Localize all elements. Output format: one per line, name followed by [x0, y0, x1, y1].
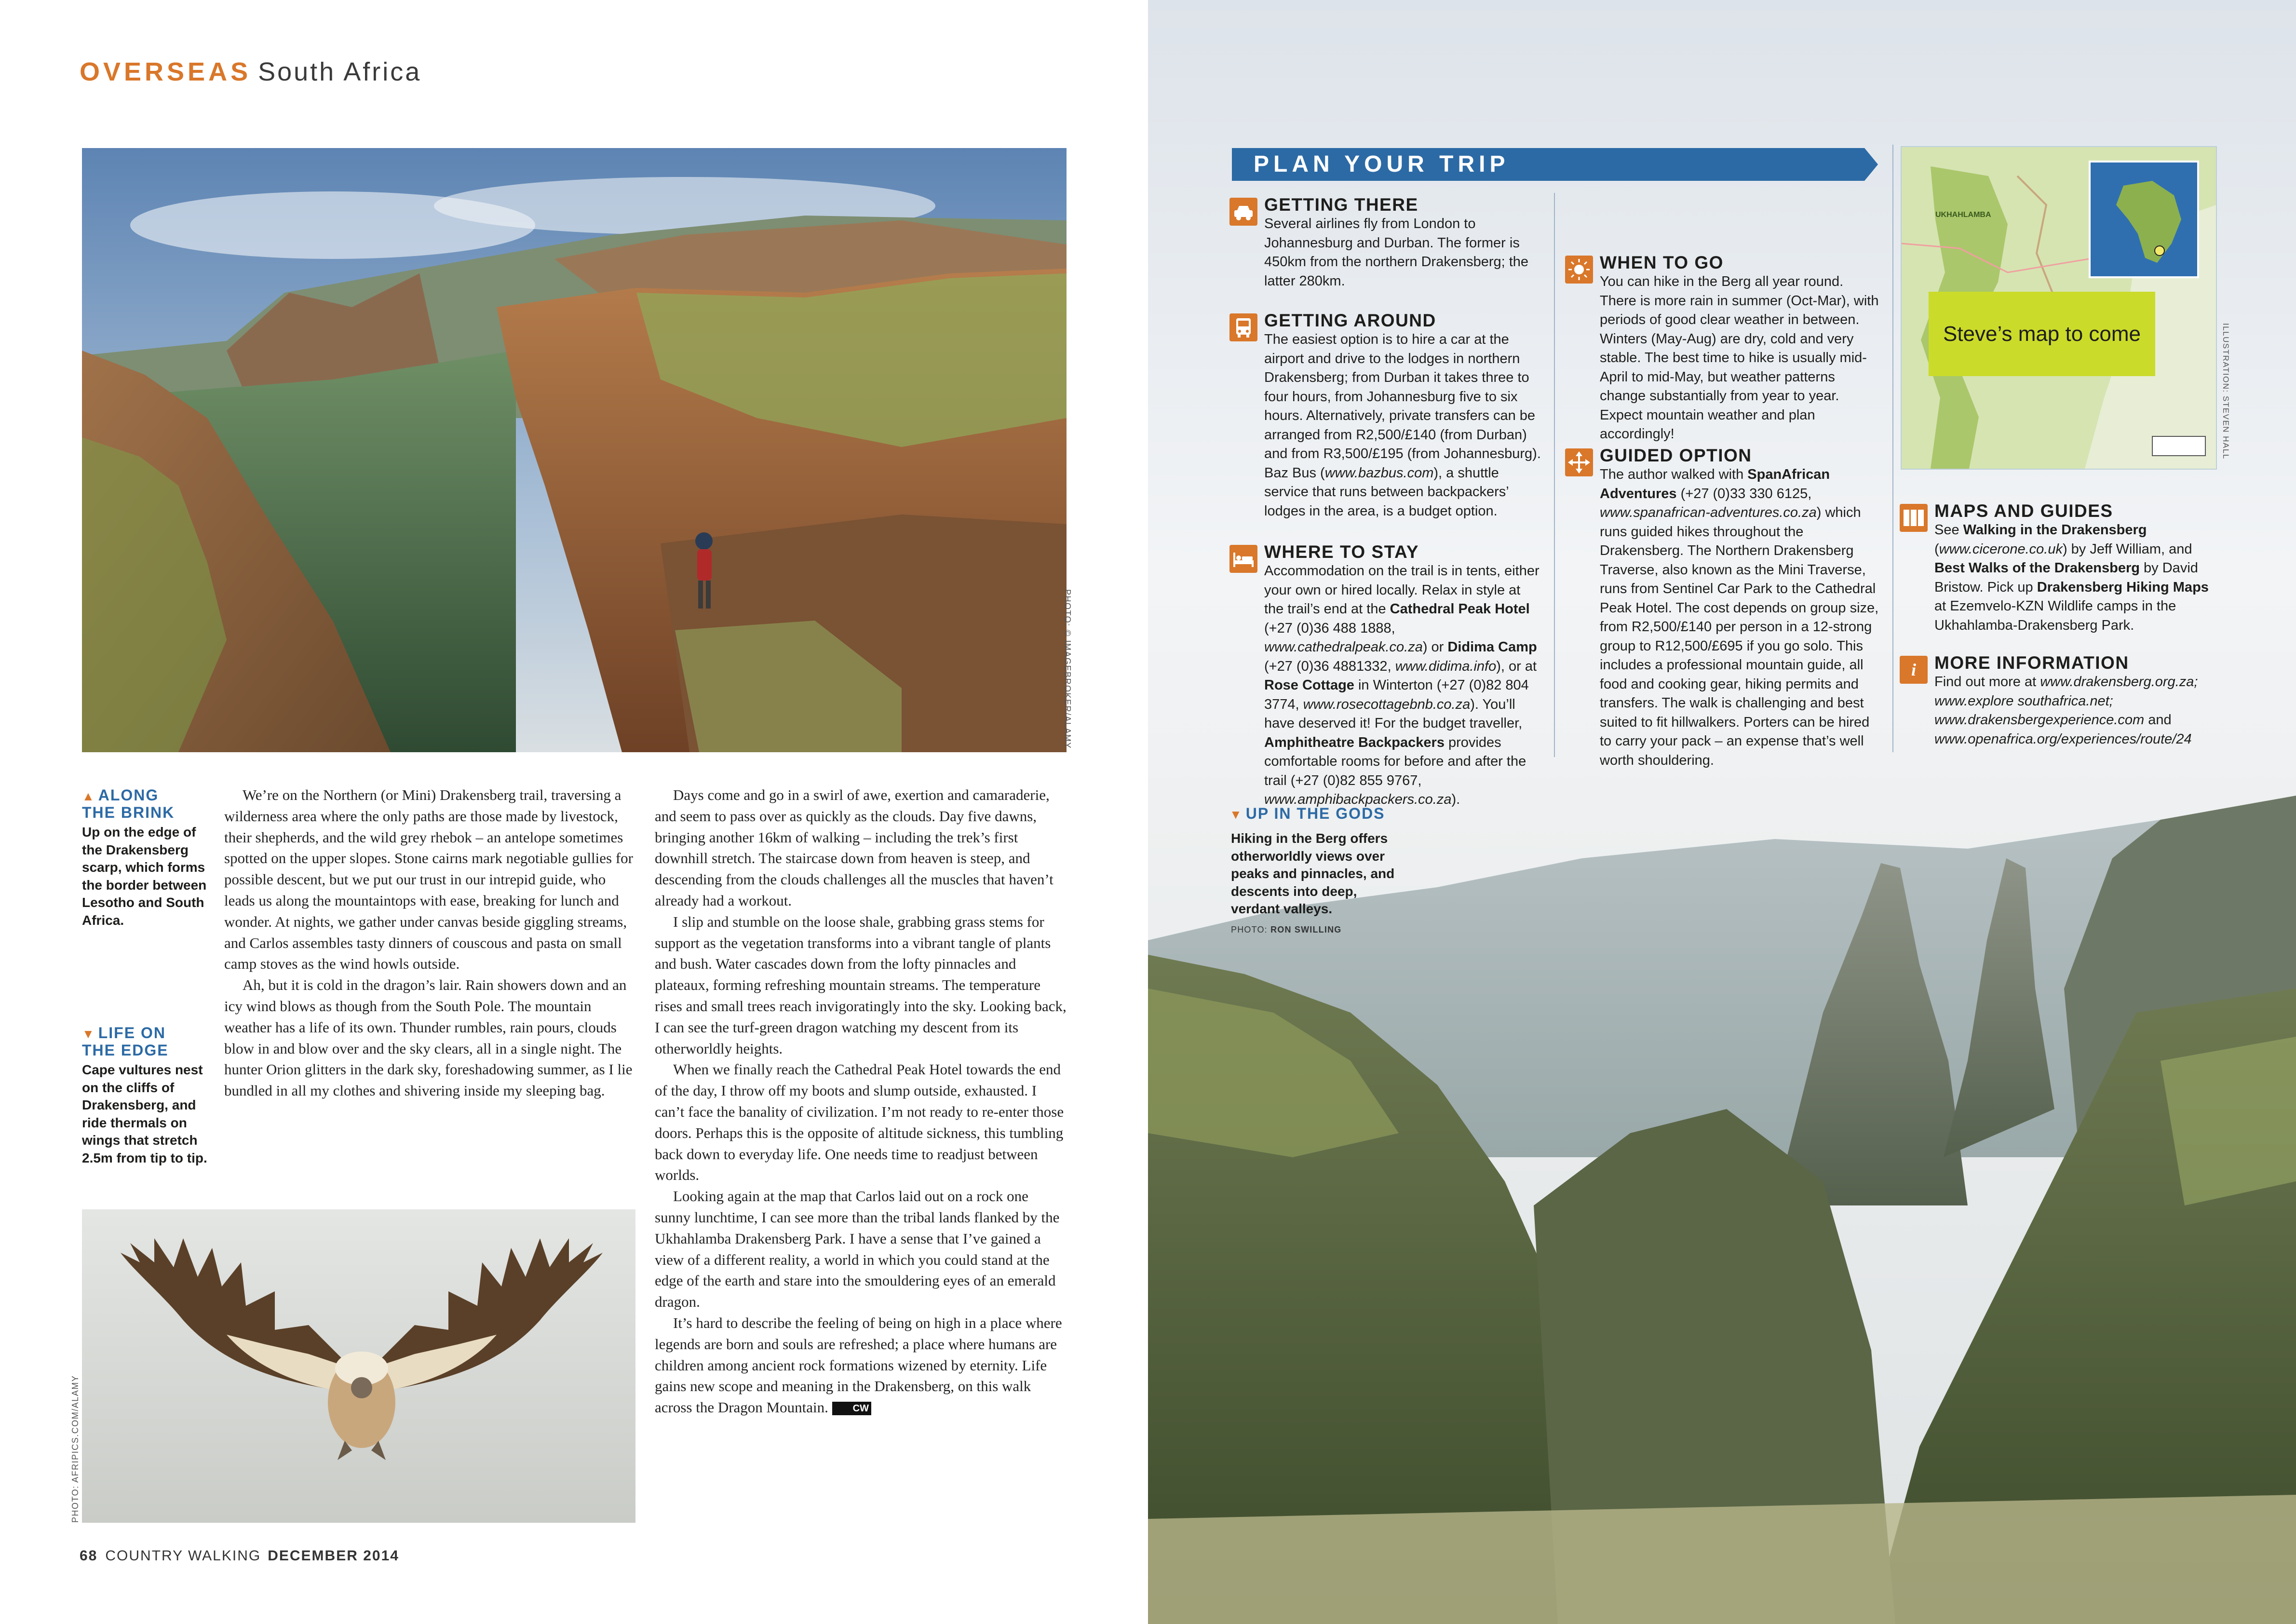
getting-there-block: [1229, 195, 1543, 291]
hero-photo-cliff-edge: [82, 148, 1067, 752]
end-mark: CW: [832, 1402, 871, 1415]
more-information-text: Find out more at www.drakensberg.org.za; www.explore southafrica.net; www.drakensbergexperience.com and www.openafrica.org/experiences/route/24: [1934, 674, 2198, 747]
getting-around-title: GETTING AROUND: [1264, 311, 1436, 330]
when-to-go-title: WHEN TO GO: [1600, 253, 1724, 272]
where-to-stay-text: Accommodation on the trail is in tents, either your own or hired locally. Relax in style at the trail’s end at the Cathedral Peak Hotel (+27 (0)36 488 1888, www.cathedralpeak.co.za) or Didima Camp (+27 (0)36 4881332, www.didima.info), or at Rose Cottage in Winterton (+27 (0)82 804 3774, www.rosecottagebnb.co.za). You’ll have deserved it! For the budget traveller, Amphitheatre Backpackers provides comfortable rooms for before and after the trail (+27 (0)82 855 9767, www.amphibackpackers.co.za).: [1264, 563, 1540, 807]
hero-photo-credit: PHOTO: © IMAGEBROKER/ALAMY: [1063, 589, 1072, 749]
getting-around-block: [1229, 311, 1543, 521]
down-arrow-icon: ▼: [82, 1027, 95, 1041]
guided-option-title: GUIDED OPTION: [1600, 446, 1752, 465]
map-label: UKHAHLAMBA: [1935, 211, 1991, 219]
article-paragraph: Ah, but it is cold in the dragon’s lair. Rain showers down and an icy wind blows as though from the South Pole. The mountain weather has a life of its own. Thunder rumbles, rain pours, clouds blow in and blow over and the sky clears, all in a single night. The hunter Orion glitters in the dark sky, foreshadowing summer, as I lie bundled in all my clothes and shivering inside my sleeping bag.: [224, 976, 633, 1099]
article-paragraph: It’s hard to describe the feeling of being on high in a place where legends are born and souls are refreshed; a place where humans are children among ancient rock formations wizened by eternity. Life gains new scope and meaning in the Drakensberg, on this walk across the Dragon Mountain. CW: [655, 1314, 1062, 1416]
map-note: Steve’s map to come: [1929, 292, 2155, 376]
page-number: 68: [80, 1548, 98, 1564]
page-footer: [80, 1548, 399, 1564]
article-column-1: [224, 785, 634, 1101]
getting-there-title: GETTING THERE: [1264, 195, 1418, 215]
issue-date: DECEMBER 2014: [268, 1548, 399, 1564]
bed-icon: [1229, 545, 1257, 573]
getting-around-text: The easiest option is to hire a car at the airport and drive to the lodges in northern Drakensberg; from Durban it takes three to four hours, from Johannesburg five to six hours. Alternatively, private transfers can be arranged from R2,500/£140 (from Durban) and from R3,500/£195 (from Johannesburg). Baz Bus (www.bazbus.com), a shuttle service that runs between backpackers’ lodges in the area, is a budget option.: [1264, 332, 1541, 519]
article-paragraph: When we finally reach the Cathedral Peak Hotel towards the end of the day, I throw off my boots and slump outside, exhausted. I can’t face the banality of civilization. I’m not ready to re-enter those doors. Perhaps this is the opposite of altitude sickness, this tumbling back down to everyday life. One needs time to readjust between worlds.: [655, 1061, 1064, 1184]
caption-title: ▼ LIFE ON THE EDGE: [82, 1024, 169, 1059]
down-arrow-icon: ▼: [1229, 807, 1243, 822]
openafrica-link[interactable]: www.openafrica.org/experiences/route/24: [1934, 731, 2192, 747]
bus-icon: [1229, 313, 1257, 341]
caption-body: Cape vultures nest on the cliffs of Drakensberg, and ride thermals on wings that stretch 2.5m from tip to tip.: [82, 1062, 207, 1165]
where-to-stay-title: WHERE TO STAY: [1264, 542, 1419, 562]
book-map-icon: [1900, 504, 1928, 532]
amphibackpackers-link[interactable]: www.amphibackpackers.co.za: [1264, 792, 1452, 807]
maps-and-guides-title: MAPS AND GUIDES: [1934, 501, 2113, 521]
when-to-go-text: You can hike in the Berg all year round. There is more rain in summer (Oct-Mar), with periods of good clear weather in between. Winters (May-Aug) are dry, cold and very stable. The best time to hike is usually mid-April to mid-May, but weather patterns change substantially from year to year. Expect mountain weather and plan accordingly!: [1600, 274, 1879, 442]
compass-arrows-icon: [1565, 448, 1593, 476]
up-arrow-icon: ▲: [82, 789, 95, 803]
caption-life-on-the-edge: [82, 1025, 210, 1167]
getting-there-text: Several airlines fly from London to Johannesburg and Durban. The former is 450km from the northern Drakensberg; the latter 280km.: [1264, 216, 1529, 289]
guided-option-block: [1565, 446, 1883, 770]
maps-and-guides-block: [1900, 501, 2218, 635]
caption-up-in-the-gods-title: ▼ UP IN THE GODS: [1229, 805, 1385, 822]
car-icon: [1229, 198, 1257, 226]
article-paragraph: We’re on the Northern (or Mini) Drakensberg trail, traversing a wilderness area where the only paths are those made by livestock, their shepherds, and the wild grey rhebok – an antelope sometimes spotted on the upper slopes. Stone cairns mark negotiable gullies for possible descent, but we put our trust in our intrepid guide, who leads us along the mountaintops with ease, breaking for lunch and wonder. At nights, we gather under canvas beside giggling streams, and Carlos assembles tasty dinners of couscous and pasta on small camp stoves as the wind howls outside.: [224, 786, 634, 973]
magazine-name: COUNTRY WALKING: [105, 1548, 261, 1564]
cicerone-link[interactable]: www.cicerone.co.uk: [1939, 541, 2063, 557]
guided-option-text: The author walked with SpanAfrican Adventures (+27 (0)33 330 6125, www.spanafrican-adventures.co.za) which runs guided hikes throughout the Drakensberg. The Northern Drakensberg Traverse, also known as the Mini Traverse, runs from Sentinel Car Park to the Cathedral Peak Hotel. The cost depends on group size, from R2,500/£140 per person in a 12-strong group to R12,500/£695 if you go solo. This includes a professional mountain guide, all food and cooking gear, hiking permits and transfers. The walk is challenging and best suited to fit hillwalkers. Porters can be hired to carry your pack – an expense that’s well worth shouldering.: [1600, 467, 1879, 768]
spanafrican-link[interactable]: www.spanafrican-adventures.co.za: [1600, 505, 1817, 520]
caption-along-the-brink: [82, 787, 207, 929]
caption-title: ▲ ALONG THE BRINK: [82, 786, 175, 821]
article-paragraph: I slip and stumble on the loose shale, grabbing grass stems for support as the vegetation transforms into a vibrant tangle of plants and bush. Water cascades down from the lofty pinnacles and plateaux, forming refreshing mountain streams. The temperature rises and small trees reach invigoratingly into the sky. Looking back, I can see the turf-green dragon watching my descent from its otherworldly heights.: [655, 913, 1067, 1057]
bazbus-link[interactable]: www.bazbus.com: [1324, 465, 1434, 481]
section-header: [80, 57, 421, 87]
didima-link[interactable]: www.didima.info: [1395, 658, 1497, 674]
caption-body: Up on the edge of the Drakensberg scarp, which forms the border between Lesotho and South Africa.: [82, 825, 207, 928]
when-to-go-block: [1565, 253, 1883, 444]
article-paragraph: Looking again at the map that Carlos laid out on a rock one sunny lunchtime, I can see more than the tribal lands flanked by the Ukhahlamba Drakensberg Park. I have a sense that I’ve gained a view of a different reality, a world in which you could stand at the edge of the earth and stare into the smouldering eyes of an emerald dragon.: [655, 1188, 1060, 1311]
map-credit: ILLUSTRATION: STEVEN HALL: [2221, 323, 2230, 460]
where-to-stay-block: [1229, 542, 1543, 810]
gods-photo-credit: PHOTO: RON SWILLING: [1231, 925, 1342, 934]
sun-icon: [1565, 256, 1593, 284]
plan-trip-title: PLAN YOUR TRIP: [1254, 151, 1510, 177]
article-column-2: [655, 785, 1067, 1418]
caption-up-in-the-gods-body: Hiking in the Berg offers otherworldly views over peaks and pinnacles, and descents into deep, verdant valleys.: [1231, 831, 1395, 916]
info-icon: i: [1900, 656, 1928, 684]
more-information-title: MORE INFORMATION: [1934, 653, 2129, 673]
drakensberg-links[interactable]: www.drakensberg.org.za; www.explore southafrica.net; www.drakensbergexperience.com: [1934, 674, 2198, 728]
column-divider: [1554, 193, 1555, 757]
section-place: South Africa: [258, 57, 422, 86]
more-information-block: [1900, 653, 2218, 749]
vulture-photo: [82, 1209, 635, 1523]
section-label: OVERSEAS: [80, 57, 252, 86]
vulture-photo-credit: PHOTO: AFRIPICS.COM/ALAMY: [70, 1375, 80, 1523]
column-divider: [1892, 145, 1893, 752]
rose-cottage-link[interactable]: www.rosecottagebnb.co.za: [1303, 696, 1471, 712]
cathedral-peak-link[interactable]: www.cathedralpeak.co.za: [1264, 639, 1423, 655]
article-paragraph: Days come and go in a swirl of awe, exertion and camaraderie, and seem to pass over as quickly as the clouds. Day five dawns, bringing another 16km of walking – including the trek’s first downhill stretch. The staircase down from heaven is steep, and descending from the clouds challenges all the muscles that haven’t already had a workout.: [655, 786, 1053, 909]
maps-and-guides-text: See Walking in the Drakensberg (www.cicerone.co.uk) by Jeff William, and Best Walks of the Drakensberg by David Bristow. Pick up Drakensberg Hiking Maps at Ezemvelo-KZN Wildlife camps in the Ukhahlamba-Drakensberg Park.: [1934, 522, 2209, 633]
